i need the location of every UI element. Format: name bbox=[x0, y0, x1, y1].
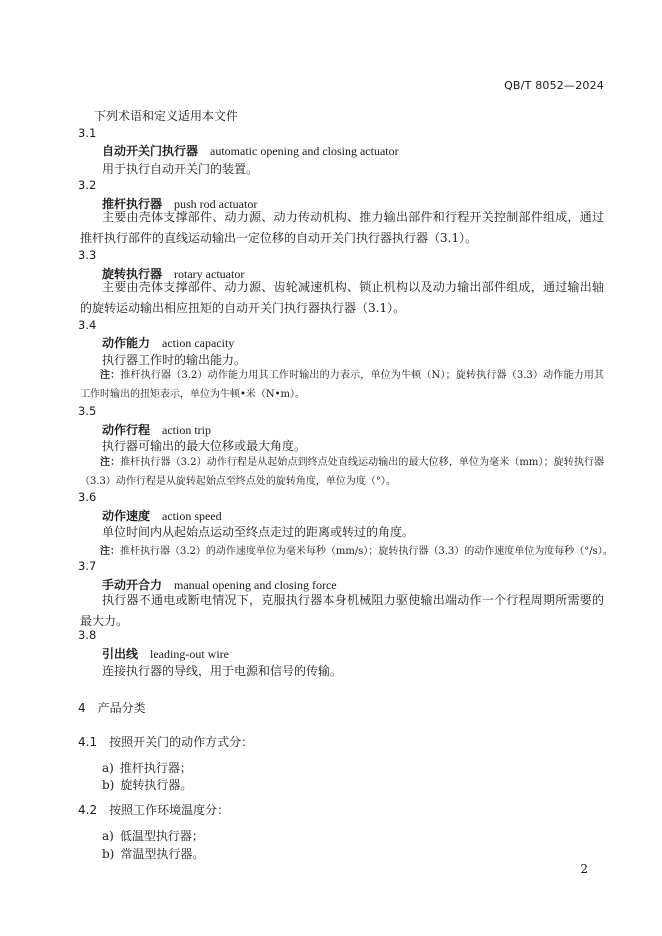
note-text: 推杆执行器（3.2）动作能力用其工作时输出的力表示，单位为牛顿（N）；旋转执行器（3.3）动作能力用其工作时输出的扭矩表示，单位为牛顿•米（N•m）。 bbox=[80, 370, 605, 400]
term-definition: 执行器可输出的最大位移或最大角度。 bbox=[102, 439, 307, 453]
clause-number: 3.2 bbox=[78, 178, 97, 192]
term-en: action trip bbox=[162, 423, 211, 437]
term-zh: 自动开关门执行器 bbox=[102, 144, 199, 158]
term-definition: 主要由壳体支撑部件、动力源、齿轮减速机构、锁止机构以及动力输出部件组成，通过输出轴的旋转运动输出相应扭矩的自动开关门执行器执行器（3.1）。 bbox=[80, 280, 604, 315]
term-definition: 主要由壳体支撑部件、动力源、动力传动机构、推力输出部件和行程开关控制部件组成，通过推杆执行部件的直线运动输出一定位移的自动开关门执行器执行器（3.1）。 bbox=[80, 210, 604, 245]
term-en: rotary actuator bbox=[174, 267, 245, 281]
list-item bbox=[102, 845, 204, 862]
term-heading bbox=[102, 507, 222, 524]
term-heading bbox=[102, 421, 211, 438]
list-marker: a) bbox=[102, 829, 114, 843]
term-heading bbox=[102, 142, 399, 159]
list-text: 常温型执行器。 bbox=[120, 847, 205, 861]
section-number: 4 bbox=[78, 701, 86, 715]
list-item bbox=[102, 759, 192, 776]
term-zh: 旋转执行器 bbox=[102, 267, 163, 281]
note-label: 注： bbox=[100, 370, 121, 381]
term-definition: 连接执行器的导线，用于电源和信号的传输。 bbox=[102, 664, 343, 678]
term-heading bbox=[102, 334, 234, 351]
term-en: push rod actuator bbox=[174, 197, 258, 211]
clause-number: 3.6 bbox=[78, 490, 97, 504]
term-en: leading-out wire bbox=[150, 647, 229, 661]
term-definition: 执行器不通电或断电情况下，克服执行器本身机械阻力驱使输出端动作一个行程周期所需要的最大力。 bbox=[80, 593, 604, 628]
clause-number: 3.4 bbox=[78, 318, 97, 332]
term-note bbox=[80, 366, 604, 404]
clause-number: 3.3 bbox=[78, 248, 97, 262]
note-label: 注： bbox=[100, 546, 120, 557]
subsection-heading bbox=[78, 801, 229, 818]
note-text: 推杆执行器（3.2）动作行程是从起始点到终点处直线运动输出的最大位移，单位为毫米（mm）；旋转执行器（3.3）动作行程是从旋转起始点至终点处的旋转角度，单位为度（°）。 bbox=[80, 457, 604, 487]
list-text: 推杆执行器； bbox=[119, 761, 192, 775]
intro-text: 下列术语和定义适用本文件 bbox=[94, 109, 239, 123]
term-en: automatic opening and closing actuator bbox=[210, 144, 399, 158]
term-definition: 用于执行自动开关门的装置。 bbox=[102, 162, 259, 176]
term-zh: 推杆执行器 bbox=[102, 197, 163, 211]
term-zh: 动作行程 bbox=[102, 423, 151, 437]
page-number: 2 bbox=[580, 862, 588, 876]
term-definition: 单位时间内从起始点运动至终点走过的距离或转过的角度。 bbox=[102, 525, 415, 539]
term-zh: 引出线 bbox=[102, 647, 139, 661]
clause-number: 3.1 bbox=[78, 126, 97, 140]
note-label: 注： bbox=[100, 457, 121, 468]
term-note bbox=[100, 542, 613, 557]
term-note bbox=[80, 453, 604, 491]
term-zh: 手动开合力 bbox=[102, 578, 163, 592]
list-item bbox=[102, 776, 192, 793]
term-en: manual opening and closing force bbox=[174, 578, 337, 592]
document-number: QB/T 8052—2024 bbox=[504, 79, 604, 92]
subsection-number: 4.2 bbox=[78, 803, 98, 817]
subsection-number: 4.1 bbox=[78, 735, 98, 749]
term-en: action speed bbox=[162, 509, 222, 523]
term-en: action capacity bbox=[162, 336, 235, 350]
section-heading bbox=[78, 699, 146, 716]
subsection-title: 按照工作环境温度分： bbox=[109, 803, 230, 817]
term-zh: 动作能力 bbox=[102, 336, 151, 350]
clause-number: 3.7 bbox=[78, 559, 97, 573]
list-text: 旋转执行器。 bbox=[120, 778, 193, 792]
term-zh: 动作速度 bbox=[102, 509, 151, 523]
note-text: 推杆执行器（3.2）的动作速度单位为毫米每秒（mm/s）；旋转执行器（3.3）的动作速度单位为度每秒（°/s）。 bbox=[120, 546, 613, 557]
term-heading bbox=[102, 645, 229, 662]
clause-number: 3.8 bbox=[78, 628, 97, 642]
list-marker: b) bbox=[102, 778, 115, 792]
list-marker: b) bbox=[102, 847, 115, 861]
list-text: 低温型执行器； bbox=[119, 829, 204, 843]
subsection-title: 按照开关门的动作方式分： bbox=[109, 735, 254, 749]
term-definition: 执行器工作时的输出能力。 bbox=[102, 353, 247, 367]
list-item bbox=[102, 827, 204, 844]
subsection-heading bbox=[78, 733, 253, 750]
clause-number: 3.5 bbox=[78, 404, 97, 418]
list-marker: a) bbox=[102, 761, 114, 775]
section-title: 产品分类 bbox=[97, 701, 146, 715]
